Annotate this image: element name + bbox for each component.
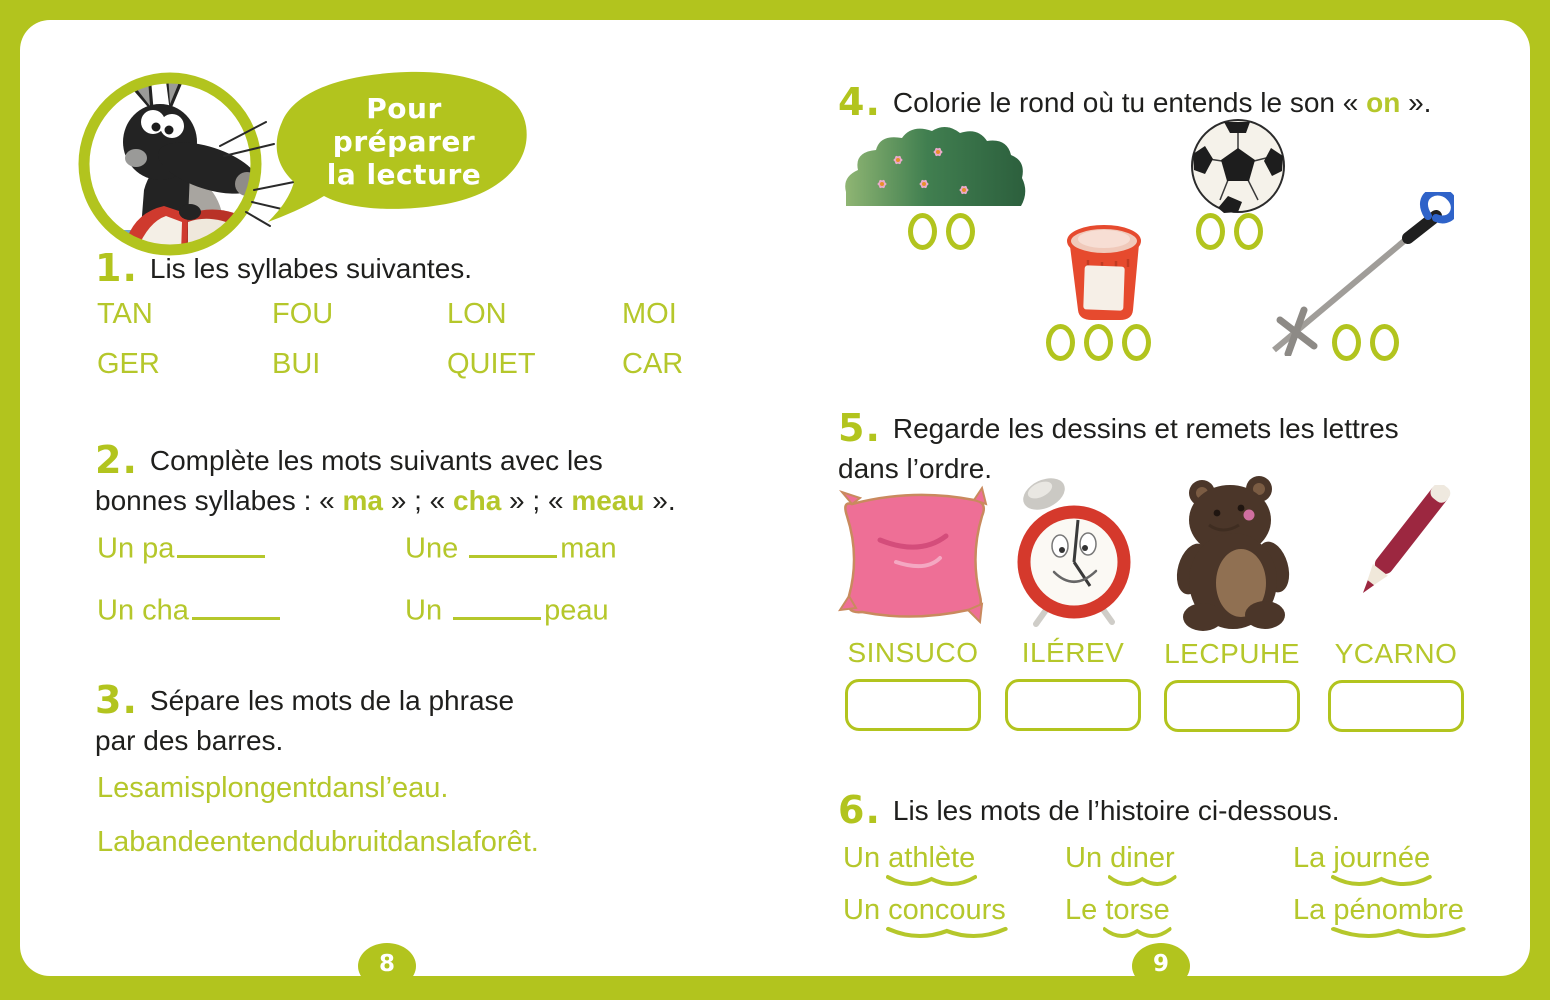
scallop-underline	[1108, 874, 1177, 888]
syllable: LON	[447, 298, 507, 330]
exercise3-number: 3.	[95, 678, 138, 722]
exercise5-title-line1: Regarde les dessins et remets les lettres	[892, 413, 1399, 444]
exercise3-title-line2: par des barres.	[95, 725, 284, 756]
syllable-meau: meau	[571, 485, 645, 516]
exercise6-number: 6.	[838, 788, 881, 832]
sound-circle[interactable]	[1084, 324, 1113, 361]
exercise2-title-line1: Complète les mots suivants avec les	[149, 445, 603, 476]
red-pot-icon	[1062, 220, 1144, 324]
exercise5-number: 5.	[838, 406, 881, 450]
answer-box[interactable]	[845, 679, 981, 731]
sound-circle[interactable]	[908, 213, 937, 250]
exercise2-header	[95, 440, 715, 521]
bush-icon	[840, 122, 1028, 208]
scrambled-word: SINSUCO	[847, 637, 979, 668]
syllable-row-2	[97, 348, 797, 381]
blank-line[interactable]	[192, 590, 280, 620]
pillow-icon	[838, 482, 988, 632]
scallop-underline	[1331, 926, 1466, 940]
bubble-line1: Pour	[366, 92, 442, 125]
exercise1-number: 1.	[95, 246, 138, 290]
teddy-bear-icon	[1157, 475, 1307, 633]
syllable-cha: cha	[453, 485, 502, 516]
sound-circle[interactable]	[1122, 324, 1151, 361]
exercise2-title-line2: bonnes syllabes : « ma » ; « cha » ; « meau ».	[95, 485, 676, 516]
sound-circle[interactable]	[1196, 213, 1225, 250]
exercise2-number: 2.	[95, 438, 138, 482]
exercise6-title: Lis les mots de l’histoire ci-dessous.	[892, 795, 1340, 826]
sound-circle[interactable]	[1332, 324, 1361, 361]
blank-line[interactable]	[453, 590, 541, 620]
bubble-title	[298, 92, 510, 191]
run-on-sentence[interactable]: Labandeentenddubruitdanslaforêt.	[97, 826, 539, 858]
blank-line[interactable]	[177, 528, 265, 558]
ex5-item-teddy-bear	[1157, 475, 1307, 732]
syllable: BUI	[272, 348, 321, 380]
answer-box[interactable]	[1328, 680, 1464, 732]
crayon-icon	[1321, 485, 1471, 633]
syllable: GER	[97, 348, 160, 380]
scallop-underline	[1331, 874, 1432, 888]
syllable: TAN	[97, 298, 153, 330]
exercise1-header	[95, 248, 715, 289]
page-number-right: 9	[1132, 943, 1190, 989]
bubble-line2: préparer	[332, 125, 476, 158]
syllable: FOU	[272, 298, 334, 330]
page-sheet	[20, 20, 1530, 976]
sound-circles-pole[interactable]	[1332, 324, 1399, 361]
fill-in-word: Une man	[405, 528, 617, 566]
story-word: Un athlète	[843, 842, 975, 875]
exercise1-title: Lis les syllabes suivantes.	[149, 253, 473, 284]
alarm-clock-icon	[1006, 472, 1140, 632]
exercise6-header	[838, 790, 1498, 831]
bush-illustration	[840, 122, 1028, 213]
ex5-item-alarm-clock	[998, 472, 1148, 731]
story-word: La pénombre	[1293, 894, 1464, 927]
story-word: Un diner	[1065, 842, 1175, 875]
red-pot-illustration	[1062, 220, 1144, 329]
story-word: La journée	[1293, 842, 1430, 875]
syllable: MOI	[622, 298, 677, 330]
fill-in-word: Un peau	[405, 590, 609, 628]
fill-in-word: Un pa	[97, 528, 268, 566]
bubble-line3: la lecture	[326, 158, 482, 191]
fill-in-word: Un cha	[97, 590, 283, 628]
exercise4-header: 4. Colorie le rond où tu entends le son « on ».	[838, 80, 1432, 124]
exercise3-title-line1: Sépare les mots de la phrase	[149, 685, 515, 716]
story-word: Un concours	[843, 894, 1006, 927]
syllable-ma: ma	[342, 485, 383, 516]
run-on-sentence[interactable]: Lesamisplongentdansl’eau.	[97, 772, 449, 804]
scallop-underline	[1103, 926, 1171, 940]
scallop-underline	[886, 926, 1008, 940]
sound-circles-pot[interactable]	[1046, 324, 1151, 361]
syllable: QUIET	[447, 348, 536, 380]
answer-box[interactable]	[1164, 680, 1300, 732]
ex5-item-pillow	[838, 482, 988, 731]
ex5-item-crayon	[1321, 485, 1471, 732]
sound-circle[interactable]	[1234, 213, 1263, 250]
syllable: CAR	[622, 348, 684, 380]
scrambled-word: ILÉREV	[1021, 637, 1125, 668]
sound-circle[interactable]	[946, 213, 975, 250]
sound-circle[interactable]	[1370, 324, 1399, 361]
exercise4-number: 4.	[838, 80, 881, 124]
exercise5-title-line2: dans l’ordre.	[838, 453, 993, 484]
syllable-row-1	[97, 298, 797, 331]
answer-box[interactable]	[1005, 679, 1141, 731]
scrambled-word: LECPUHE	[1164, 638, 1300, 669]
sound-circles-ball[interactable]	[1196, 213, 1263, 250]
blank-line[interactable]	[469, 528, 557, 558]
exercise3-header	[95, 680, 615, 761]
sound-circle[interactable]	[1046, 324, 1075, 361]
page-number-left: 8	[358, 943, 416, 989]
sound-on: on	[1366, 87, 1401, 118]
scrambled-word: YCARNO	[1334, 638, 1458, 669]
story-word: Le torse	[1065, 894, 1170, 927]
sound-circles-bush[interactable]	[908, 213, 975, 250]
scallop-underline	[886, 874, 977, 888]
